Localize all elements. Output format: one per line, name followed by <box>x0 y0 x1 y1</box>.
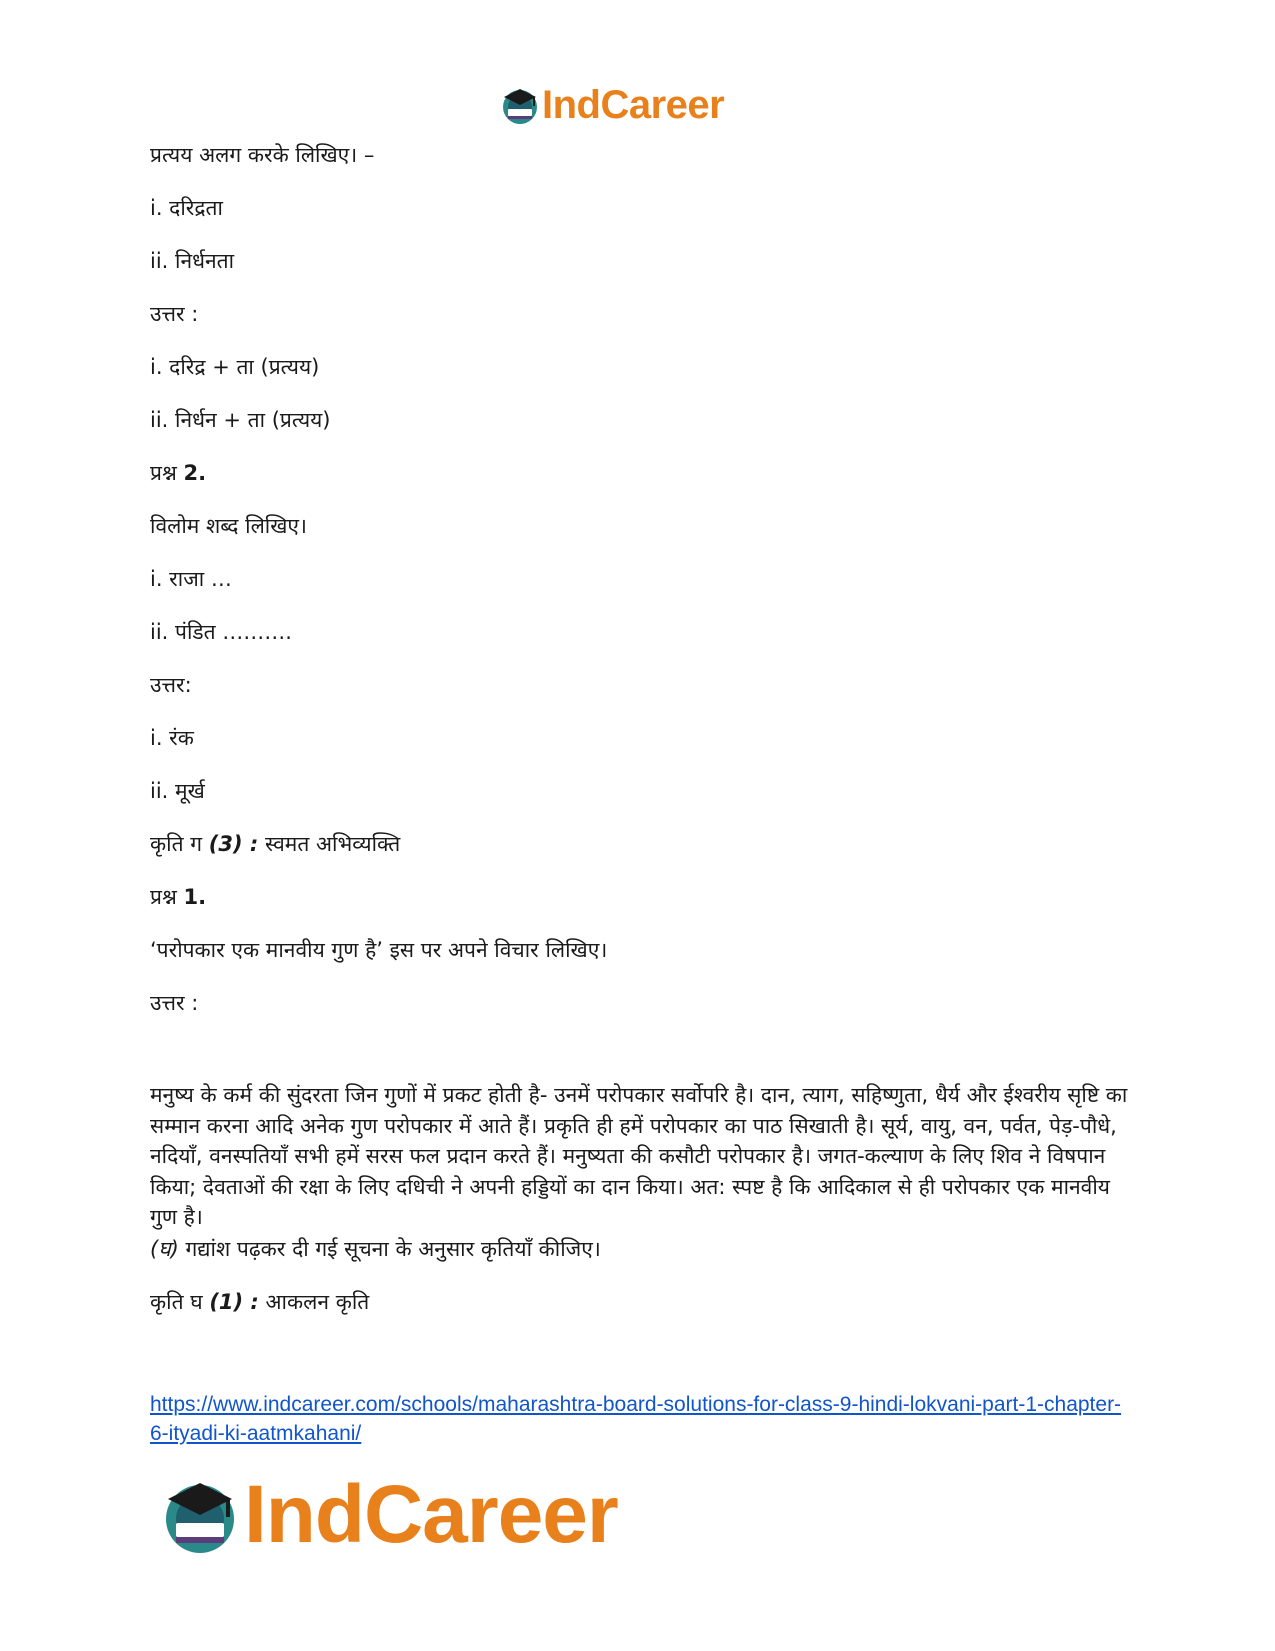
answer-line: i. रंक <box>150 726 194 750</box>
item-line: ii. पंडित ………. <box>150 620 292 644</box>
question-label: प्रश्न <box>150 885 177 909</box>
answer-paragraph: मनुष्य के कर्म की सुंदरता जिन गुणों में प्रकट होती है- उनमें परोपकार सर्वोपरि है। दान, त्याग, सहिष्णुता, धैर्य और ईश्वरीय सृष्टि का सम्मान करना आदि अनेक गुण परोपकार में आते हैं। प्रकृति ही हमें परोपकार का पाठ सिखाती है। सूर्य, वायु, वन, पर्वत, पेड़-पौधे, नदियाँ, वनस्पतियाँ सभी हमें सरस फल प्रदान करते हैं। मनुष्यता की कसौटी परोपकार है। जगत-कल्याण के लिए शिव ने विषपान किया; देवताओं की रक्षा के लिए दधिची ने अपनी हड्डियों का दान किया। अत: स्पष्ट है कि आदिकाल से ही परोपकार एक मानवीय गुण है। <box>150 1083 1128 1229</box>
logo-text: IndCareer <box>542 83 725 127</box>
question-label: प्रश्न <box>150 461 177 485</box>
question-text: ‘परोपकार एक मानवीय गुण है’ इस पर अपने विचार लिखिए। <box>150 938 608 962</box>
instruction-line: प्रत्यय अलग करके लिखिए। – <box>150 143 375 167</box>
logo-text: IndCareer <box>244 1469 618 1560</box>
section-heading: कृति ग (3) : स्वमत अभिव्यक्ति <box>150 832 401 856</box>
answer-heading: उत्तर: <box>150 673 192 697</box>
question-number: 2. <box>183 461 207 485</box>
answer-line: i. दरिद्र + ता (प्रत्यय) <box>150 355 320 379</box>
answer-heading: उत्तर : <box>150 991 199 1015</box>
section-heading: (घ) गद्यांश पढ़कर दी गई सूचना के अनुसार कृतियाँ कीजिए। <box>150 1237 601 1261</box>
item-line: i. दरिद्रता <box>150 196 223 220</box>
question-heading <box>150 460 206 486</box>
source-link[interactable]: https://www.indcareer.com/schools/maharashtra-board-solutions-for-class-9-hindi-lokvani-part-1-chapter-6-ityadi-ki-aatmkahani/ <box>150 1393 1122 1445</box>
section-heading: कृति घ (1) : आकलन कृति <box>150 1290 370 1314</box>
answer-line: ii. निर्धन + ता (प्रत्यय) <box>150 408 331 432</box>
instruction-line: विलोम शब्द लिखिए। <box>150 514 307 538</box>
answer-line: ii. मूर्ख <box>150 779 205 803</box>
graduation-cap-globe-icon <box>500 85 542 125</box>
item-line: i. राजा … <box>150 567 232 591</box>
graduation-cap-globe-icon <box>160 1475 244 1555</box>
indcareer-logo-top <box>500 82 724 128</box>
indcareer-logo-bottom <box>160 1470 618 1560</box>
answer-heading: उत्तर : <box>150 302 199 326</box>
question-heading <box>150 884 206 910</box>
question-number: 1. <box>183 885 207 909</box>
item-line: ii. निर्धनता <box>150 249 235 273</box>
